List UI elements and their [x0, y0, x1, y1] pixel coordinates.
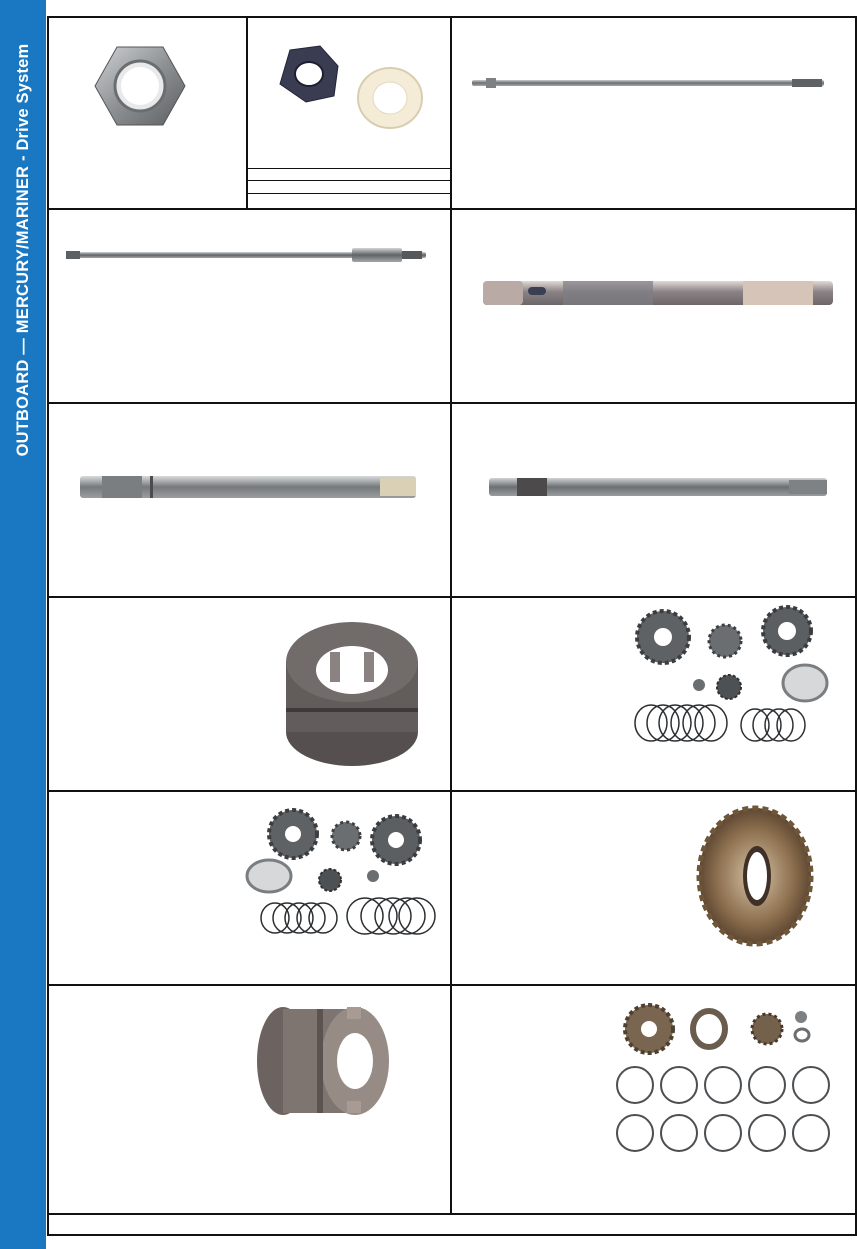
- clutch-dog-photo-1: [282, 612, 422, 770]
- bevel-gear-photo: [695, 806, 813, 948]
- grid-line: [47, 402, 857, 404]
- grid-line: [47, 790, 857, 792]
- table-line: [247, 193, 450, 194]
- grid-line: [47, 984, 857, 986]
- clutch-dog-photo-2: [255, 1001, 391, 1119]
- grid-line: [47, 1213, 857, 1215]
- gear-set-photo-3: [613, 1001, 833, 1157]
- grid-line: [47, 208, 857, 210]
- grid-line: [47, 16, 49, 1236]
- propeller-shaft-photo-1: [483, 278, 833, 308]
- grid-line: [450, 16, 452, 1214]
- sidebar-title: OUTBOARD — MERCURY/MARINER - Drive System: [14, 43, 32, 457]
- table-line: [247, 168, 450, 169]
- grid-line: [47, 16, 857, 18]
- propeller-shaft-photo-2: [80, 474, 416, 500]
- prop-nut-photo: [95, 45, 185, 127]
- driveshaft-photo: [66, 246, 426, 264]
- gear-set-photo-1: [633, 605, 833, 745]
- propeller-shaft-photo-3: [489, 476, 827, 498]
- long-shaft-photo: [472, 76, 824, 90]
- nut-and-washer-photo: [276, 44, 426, 132]
- gear-set-photo-2: [245, 806, 437, 938]
- grid-line: [47, 596, 857, 598]
- grid-line: [47, 1234, 857, 1236]
- table-line: [247, 180, 450, 181]
- sidebar: [0, 0, 46, 1249]
